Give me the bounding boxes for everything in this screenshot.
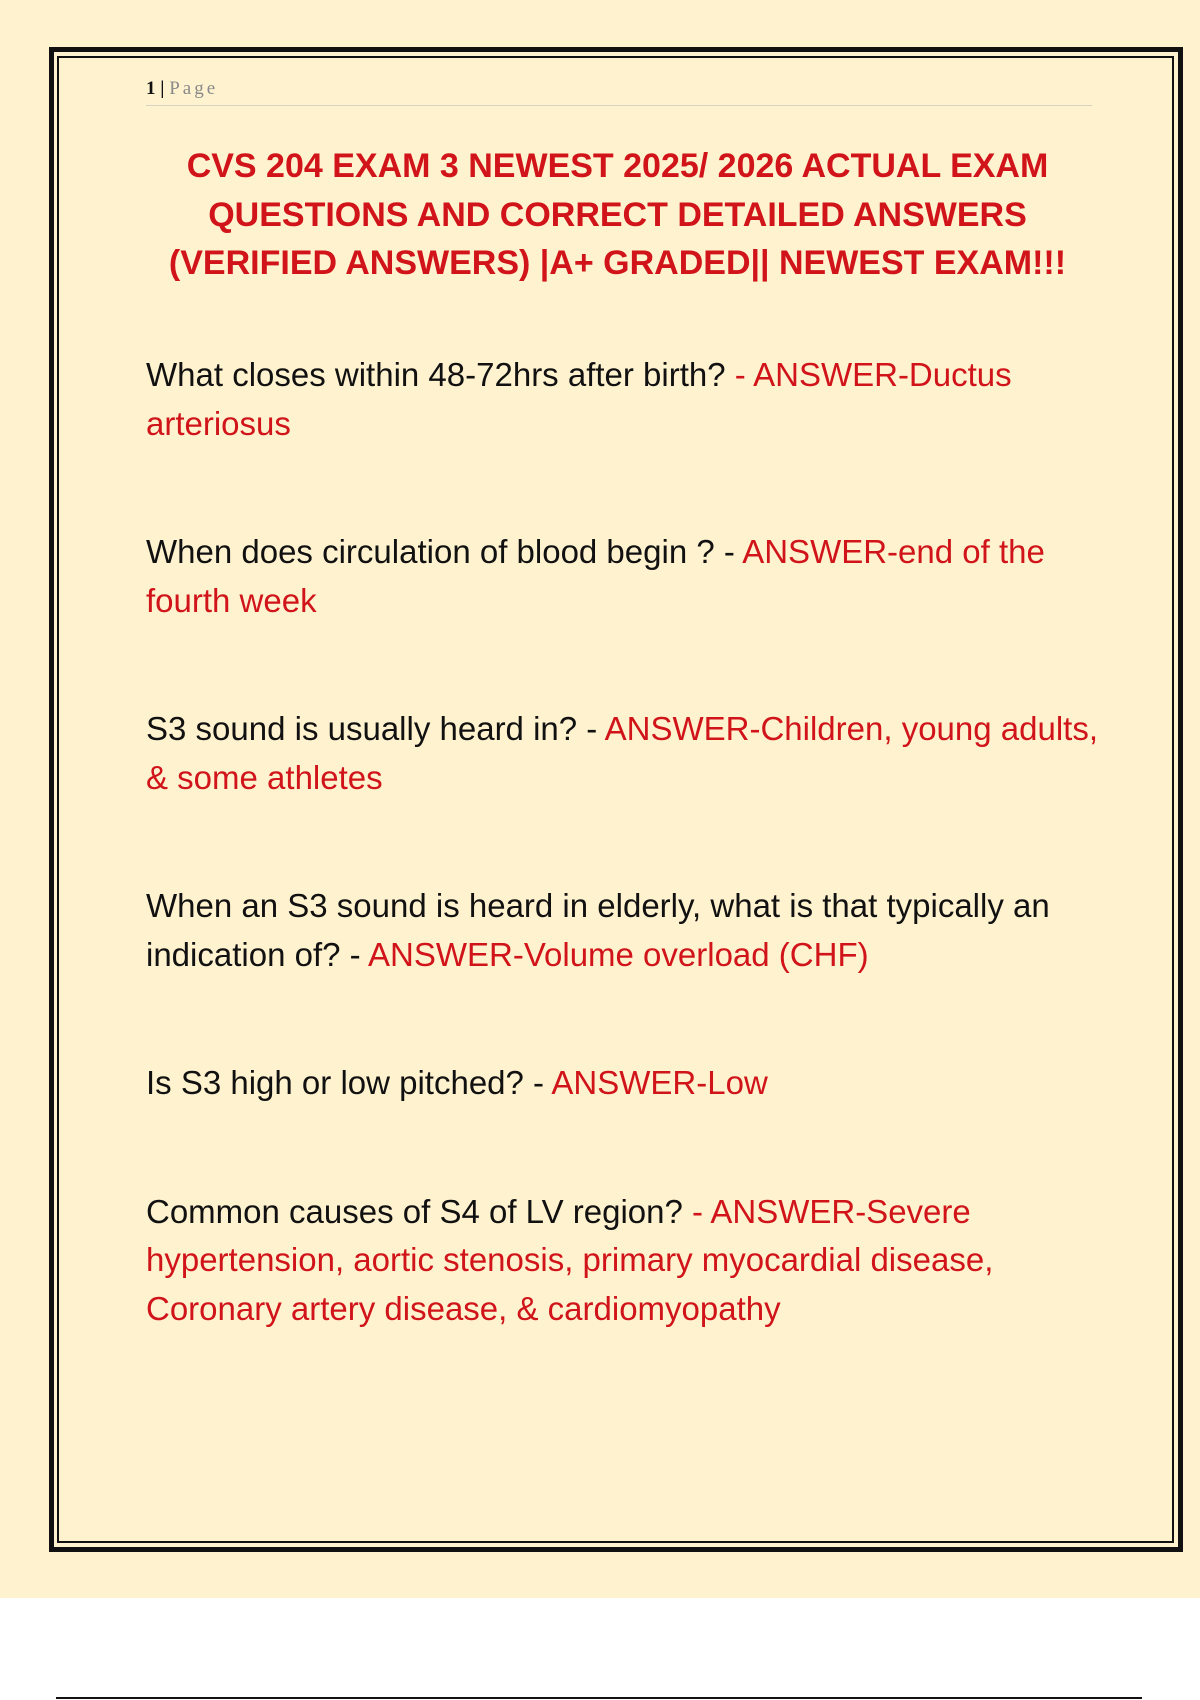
question-text: When does circulation of blood begin ? -	[146, 533, 743, 570]
answer-text: - ANSWER-Ductus arteriosus	[146, 356, 1012, 442]
page-header	[146, 76, 1092, 106]
question-text: What closes within 48-72hrs after birth?	[146, 356, 735, 393]
footer-rule	[56, 1697, 1142, 1699]
qa-item	[146, 351, 1101, 448]
answer-text: ANSWER-end of the fourth week	[146, 533, 1045, 619]
page-number: 1	[146, 78, 156, 99]
document-title: CVS 204 EXAM 3 NEWEST 2025/ 2026 ACTUAL EXAM QUESTIONS AND CORRECT DETAILED ANSWERS (VERIFIED ANSWERS) |A+ GRADED|| NEWEST EXAM!!!	[168, 147, 1067, 282]
qa-item	[146, 705, 1101, 802]
answer-text: ANSWER-Volume overload (CHF)	[367, 935, 869, 973]
page-label: Page	[169, 78, 219, 99]
question-text: Is S3 high or low pitched? -	[146, 1064, 552, 1101]
qa-item	[146, 528, 1101, 625]
question-text: When an S3 sound is heard in elderly, what is that typically an indication of? -	[146, 887, 1050, 973]
answer-text: - ANSWER-Severe hypertension, aortic stenosis, primary myocardial disease, Coronary artery disease, & cardiomyopathy	[146, 1192, 994, 1327]
qa-item	[146, 882, 1101, 979]
qa-item	[146, 1188, 1101, 1334]
question-text: Common causes of S4 of LV region?	[146, 1192, 693, 1230]
qa-item	[146, 1059, 1101, 1108]
qa-list	[146, 351, 1101, 1333]
answer-text: ANSWER-Low	[551, 1064, 768, 1101]
question-text: S3 sound is usually heard in? -	[146, 710, 605, 747]
answer-text: ANSWER-Children, young adults, & some athletes	[146, 710, 1098, 796]
page-separator: |	[160, 78, 165, 99]
